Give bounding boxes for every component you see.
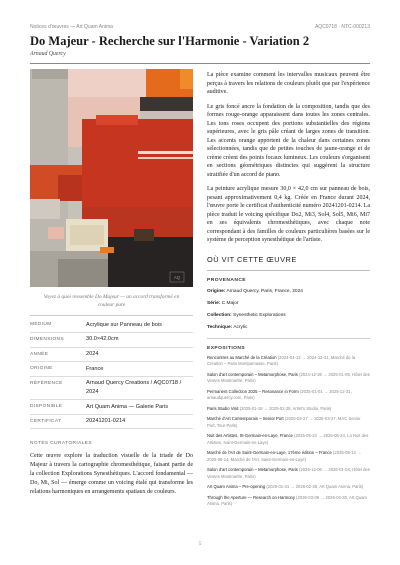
exhibition-detail: (2025-03-27 → 2025-03-27, MAC Senior Port, Tour-Parls): [207, 416, 361, 428]
meta-value: France: [86, 365, 104, 372]
prov-key: Collection:: [207, 313, 232, 319]
top-bar: [30, 24, 370, 32]
exhibitions-heading: EXPOSITIONS: [207, 345, 246, 351]
exhibition-detail: (2024-12-26 → 2025-01-05, Hôtel des Ventes Montmartre, Paris): [207, 371, 370, 384]
curatorial-notes-heading: NOTES CURATORIALES: [30, 441, 92, 447]
exhibition-item[interactable]: [207, 467, 370, 480]
meta-key: CERTIFICAT: [30, 418, 62, 424]
prov-value: Acrylic: [233, 325, 248, 331]
provenance-technique: [207, 324, 370, 331]
exhibition-name: Art Quam Anima – Pre-opening: [207, 484, 266, 490]
exhibition-name: Permanent Collection 2025 – Resonance in Form: [207, 388, 299, 394]
exhibition-item[interactable]: [207, 389, 370, 402]
exhibition-detail: (2026-03-09 → 2026-04-30, Art Quam Anima, Paris): [207, 494, 367, 507]
exhibition-name: Paris Studio Visit: [207, 405, 239, 411]
meta-value: 2024: [86, 351, 99, 358]
page-number: 5: [198, 541, 202, 547]
meta-row-year: [30, 348, 193, 363]
meta-row-medium: [30, 318, 193, 333]
meta-row-certificate: [30, 415, 193, 430]
provenance-heading: PROVENANCE: [207, 277, 247, 283]
meta-value[interactable]: Art Quam Anima — Galerie Paris: [86, 403, 169, 410]
provenance-origin: [207, 288, 370, 295]
prov-value: C Major: [221, 300, 239, 306]
prov-value: Synesthetic Explorations: [233, 313, 286, 319]
section-divider: [207, 338, 370, 339]
meta-value: Acrylique sur Panneau de bois: [86, 321, 162, 328]
artwork-painting: [30, 69, 193, 287]
reference-code: AQC0718 · NTC-000213: [314, 24, 370, 30]
prov-key: Série:: [207, 300, 221, 306]
section-divider: [207, 270, 370, 271]
artwork-image[interactable]: [30, 69, 193, 287]
exhibition-detail: (2025-12-06 → 2026-01-04, Hôtel des Ventes Montmartre, Paris): [207, 467, 370, 479]
meta-value: 20241201-0214: [86, 418, 126, 425]
prov-key: Origine:: [207, 288, 226, 294]
caption-divider: [30, 315, 193, 316]
exhibition-name: Marché d'Art Contemporain – Senior Port: [207, 416, 284, 422]
exhibition-name: Marché de l'Art de Saint-Germain-en-Laye, 17ème édition – France: [207, 450, 332, 456]
meta-value: Arnaud Quercy Creations / AQC0718 / 2024: [86, 380, 182, 395]
curatorial-notes-body: Cette œuvre explore la traduction visuelle de la triade de Do Majeur à travers la cartographie chromesthétique, faisant partie de la collection Explorations Synesthétiques. L'accord fondamental — Do, Mi, Sol — émerge comme un voicing étalé qui transforme les relations harmoniques en arrangements spatiaux de couleurs.: [30, 453, 193, 496]
exhibition-detail: (2025-06-14 → 2025-06-14, Marché de l'Art, Saint-Germain-en-Laye): [207, 450, 362, 462]
description-paragraph: Le gris foncé ancre la fondation de la composition, tandis que des formes rouge-orange apparaissent dans toutes les zones centrales. Les tons roses occupent des portions substantielles des régions supérieures, avec le gris pâle créant de larges zones de transition. Les accents orange apportent de la chaleur dans certaines zones sélectionnées, tandis que de petites touches de jaune-orange et de crème créent des points focaux lumineux. Les couleurs s'organisent en sections géométriques distinctes qui suggèrent la structure stratifiée d'un accord de piano.: [207, 103, 370, 178]
exhibition-item[interactable]: [207, 495, 370, 508]
description-paragraph: La pièce examine comment les intervalles musicaux peuvent être perçus à travers les relations de couleurs plutôt que par l'expérience auditive.: [207, 72, 370, 96]
exhibition-name: Rencontres au Marché de la Création: [207, 354, 277, 360]
artwork-caption: Voyez à quoi ressemble Do Majeur — un accord transformé en couleur pure: [43, 294, 180, 309]
meta-key: ANNÉE: [30, 351, 49, 357]
meta-row-origin: [30, 362, 193, 377]
exhibition-name: Nuit des Artistes, St-Germain-en-Laye, France: [207, 433, 293, 439]
description-paragraph: La peinture acrylique mesure 30,0 × 42,0 cm sur panneau de bois, pesant approximativement 0,4 kg. Créée en France durant 2024, l'œuvre porte le certificat d'authenticité numéro 20241201-0214. La pièce traduit le voicing spécifique Do2, Mi3, Sol4, Sol5, Mi6, Mi7 en ses équivalents chromesthétiques, avec chaque note correspondant à des familles de couleurs particulières basées sur le système de perception synesthétique de l'artiste.: [207, 186, 370, 244]
exhibition-item[interactable]: [207, 450, 370, 463]
artist-name: Arnaud Quercy: [30, 51, 66, 57]
meta-row-reference: [30, 377, 193, 400]
meta-row-dimensions: [30, 333, 193, 348]
meta-key: DISPONIBLE: [30, 404, 63, 410]
left-column: [30, 69, 193, 497]
exhibition-name: Salon d'art contemporain – Metamorphose, Paris: [207, 371, 298, 377]
artwork-signature: AQ: [173, 275, 181, 280]
where-it-lives-heading: OÙ VIT CETTE ŒUVRE: [207, 254, 297, 264]
prov-value: Arnaud Quercy, Paris, France, 2024: [226, 288, 303, 294]
exhibition-item[interactable]: [207, 416, 370, 429]
meta-value: 30.0×42.0cm: [86, 336, 119, 343]
exhibition-detail: (2025-01-01 → 2025-12-31, arnaudquercy.com, Paris): [207, 388, 352, 401]
exhibition-detail: (2024-04-13 → 2024-12-31, Marché de la Création – Paris Montparnasse, Paris): [207, 354, 356, 367]
exhibition-detail: (2026-01-31 → 2026-02-28, Art Quam Anima, Paris): [266, 484, 364, 490]
exhibition-name: Through the Aperture — Research on Harmony: [207, 494, 295, 500]
breadcrumb: Notices d'œuvres — Art Quam Anima: [30, 24, 113, 30]
meta-key: MÉDIUM: [30, 322, 52, 328]
meta-key: DIMENSIONS: [30, 336, 64, 342]
exhibition-item[interactable]: [207, 355, 370, 368]
exhibition-detail: (2025-01-18 → 2025-02-28, Artist's Studio, Paris): [239, 405, 332, 411]
meta-row-available: [30, 400, 193, 415]
exhibition-item[interactable]: [207, 406, 370, 413]
exhibition-detail: (2025-05-24 → 2025-05-24, La Nuit des Artistes, Saint-Germain-en-Laye): [207, 433, 369, 445]
right-column: [207, 71, 370, 508]
meta-key: ORIGINE: [30, 366, 53, 372]
metadata-table: [30, 318, 193, 429]
provenance-series: [207, 300, 370, 307]
page-title: Do Majeur - Recherche sur l'Harmonie - Variation 2: [30, 34, 310, 48]
exhibition-name: Salon d'art contemporain – Metamorphose, Paris: [207, 467, 298, 473]
header-divider: [30, 63, 370, 64]
exhibition-item[interactable]: [207, 433, 370, 446]
prov-key: Technique:: [207, 325, 233, 331]
provenance-collection: [207, 312, 370, 319]
exhibition-item[interactable]: [207, 484, 370, 491]
exhibition-item[interactable]: [207, 372, 370, 385]
meta-key: RÉFÉRENCE: [30, 380, 63, 386]
